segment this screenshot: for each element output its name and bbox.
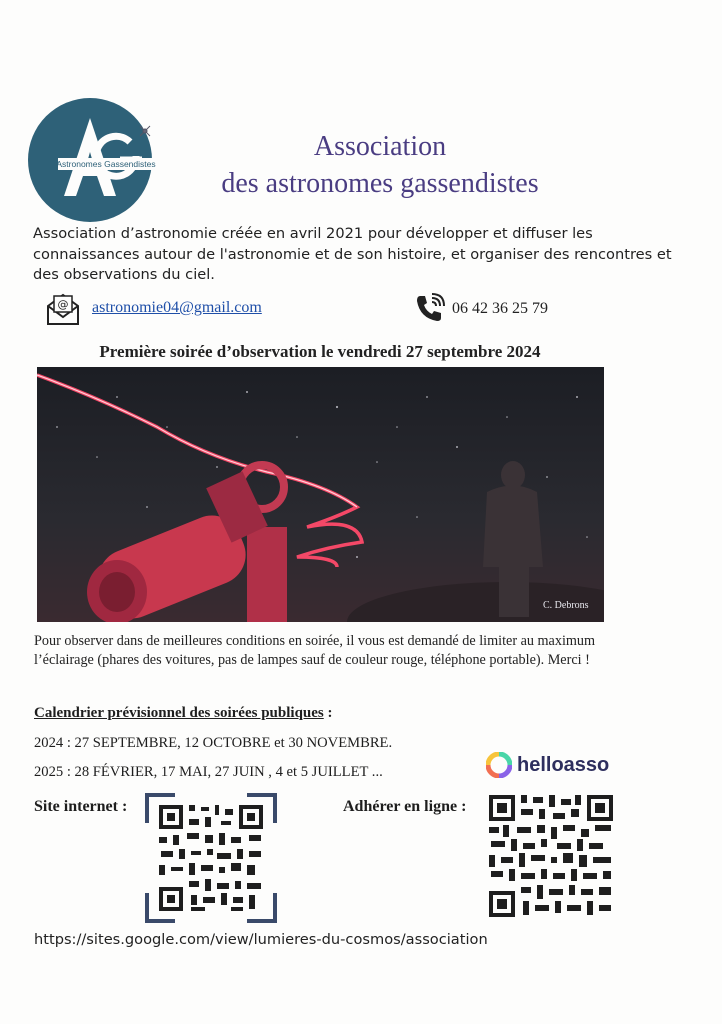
phone-icon [414, 292, 446, 324]
helloasso-icon [486, 752, 512, 778]
association-logo [28, 96, 160, 226]
logo-text: Astronomes Gassendistes [56, 159, 156, 169]
calendar-heading-suffix: : [323, 705, 333, 721]
email-icon [46, 290, 80, 326]
membership-qr-code[interactable] [487, 793, 615, 919]
lighting-notice: Pour observer dans de meilleures conditions en soirée, il vous est demandé de limiter au maximum l’éclairage (phares des voitures, pas de lampes sauf de couleur rouge, téléphone portable). Merci ! [34, 633, 596, 668]
page-subtitle: des astronomes gassendistes [221, 168, 539, 199]
intro-paragraph: Association d’astronomie créée en avril 2021 pour développer et diffuser les connaissances autour de l'astronomie et de son histoire, et organiser des rencontres et des observations du ciel. [33, 225, 672, 283]
page-title: Association [313, 131, 447, 162]
site-label: Site internet : [34, 798, 128, 815]
event-title: Première soirée d’observation le vendredi 27 septembre 2024 [99, 342, 541, 361]
calendar-2025: 2025 : 28 FÉVRIER, 17 MAI, 27 JUIN , 4 et 5 JUILLET ... [34, 764, 383, 780]
svg-text:@: @ [57, 298, 69, 311]
website-url[interactable]: https://sites.google.com/view/lumieres-du-cosmos/association [34, 931, 488, 948]
phone-number: 06 42 36 25 79 [452, 300, 548, 317]
calendar-2024: 2024 : 27 SEPTEMBRE, 12 OCTOBRE et 30 NOVEMBRE. [34, 735, 393, 751]
website-qr-code[interactable] [145, 793, 277, 923]
email-link[interactable]: astronomie04@gmail.com [92, 299, 262, 316]
join-label: Adhérer en ligne : [343, 798, 467, 815]
helloasso-logo[interactable] [486, 750, 609, 780]
helloasso-text: helloasso [517, 753, 610, 776]
observation-photo [37, 367, 604, 622]
calendar-heading [34, 705, 333, 722]
photo-credit: C. Debrons [543, 600, 589, 611]
calendar-heading-text: Calendrier prévisionnel des soirées publiques [34, 705, 324, 721]
